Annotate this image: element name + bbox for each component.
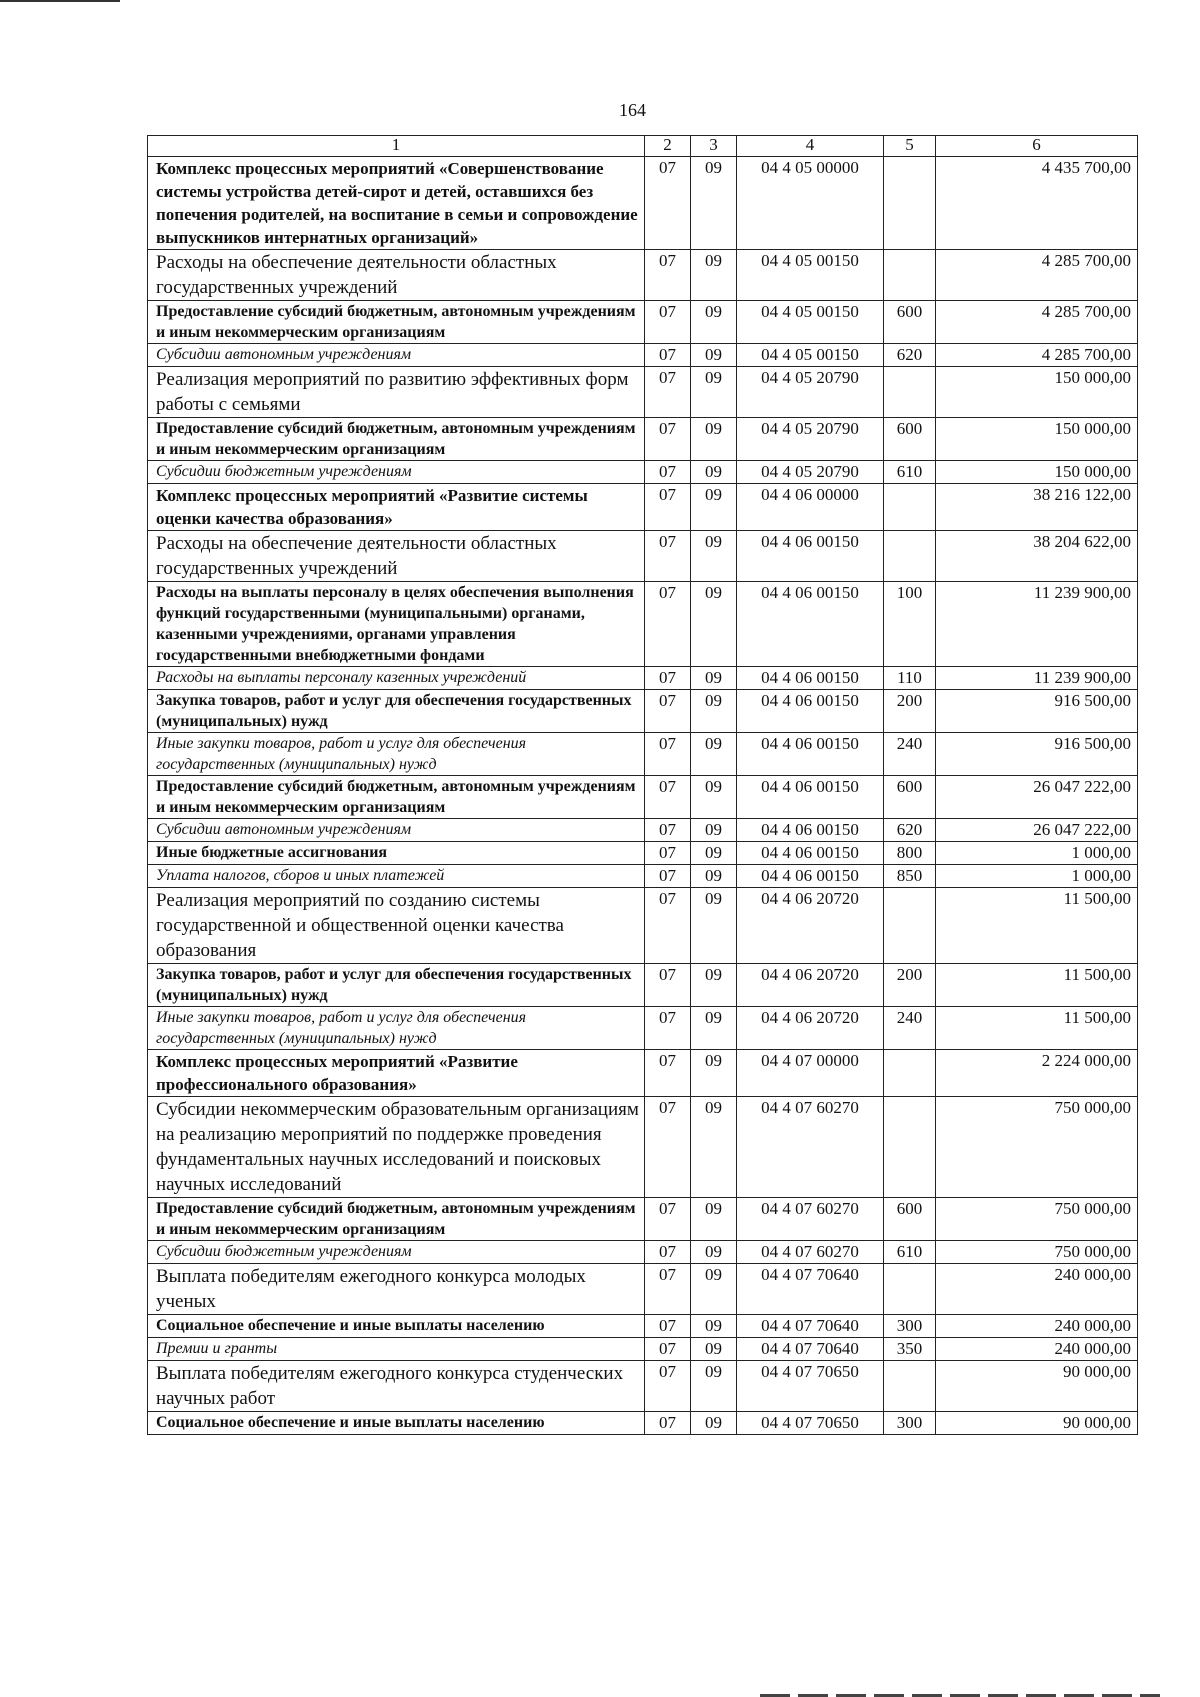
row-subsection: 09 (691, 1198, 737, 1241)
row-expense-type: 600 (884, 1198, 936, 1241)
row-subsection: 09 (691, 888, 737, 964)
row-expense-type: 850 (884, 865, 936, 888)
row-section: 07 (645, 1050, 691, 1097)
row-name: Комплекс процессных мероприятий «Развитие профессионального образования» (148, 1050, 645, 1097)
row-expense-type (884, 250, 936, 301)
row-expense-type: 240 (884, 1007, 936, 1050)
column-header-2: 2 (645, 136, 691, 157)
table-row (148, 964, 1138, 1007)
row-target-code: 04 4 07 70640 (737, 1315, 884, 1338)
row-expense-type: 600 (884, 776, 936, 819)
row-amount: 750 000,00 (936, 1241, 1138, 1264)
row-subsection: 09 (691, 776, 737, 819)
row-name: Расходы на обеспечение деятельности областных государственных учреждений (148, 250, 645, 301)
row-expense-type: 200 (884, 964, 936, 1007)
row-expense-type (884, 367, 936, 418)
budget-table (147, 135, 1138, 1435)
row-section: 07 (645, 690, 691, 733)
row-subsection: 09 (691, 964, 737, 1007)
row-target-code: 04 4 06 00150 (737, 819, 884, 842)
row-name: Предоставление субсидий бюджетным, автономным учреждениям и иным некоммерческим организациям (148, 301, 645, 344)
row-name: Реализация мероприятий по развитию эффективных форм работы с семьями (148, 367, 645, 418)
row-target-code: 04 4 07 70640 (737, 1338, 884, 1361)
row-target-code: 04 4 07 70640 (737, 1264, 884, 1315)
row-name: Комплекс процессных мероприятий «Развитие системы оценки качества образования» (148, 484, 645, 531)
row-expense-type: 600 (884, 301, 936, 344)
row-section: 07 (645, 964, 691, 1007)
row-amount: 2 224 000,00 (936, 1050, 1138, 1097)
row-target-code: 04 4 05 20790 (737, 367, 884, 418)
row-section: 07 (645, 301, 691, 344)
row-expense-type (884, 157, 936, 250)
row-name: Реализация мероприятий по созданию системы государственной и общественной оценки качества образования (148, 888, 645, 964)
row-target-code: 04 4 05 20790 (737, 461, 884, 484)
row-expense-type: 800 (884, 842, 936, 865)
row-target-code: 04 4 06 20720 (737, 888, 884, 964)
row-target-code: 04 4 07 60270 (737, 1198, 884, 1241)
row-section: 07 (645, 776, 691, 819)
row-expense-type (884, 1050, 936, 1097)
row-section: 07 (645, 484, 691, 531)
row-subsection: 09 (691, 1050, 737, 1097)
row-target-code: 04 4 06 00000 (737, 484, 884, 531)
page-number: 164 (619, 100, 646, 120)
row-amount: 38 204 622,00 (936, 531, 1138, 582)
row-name: Выплата победителям ежегодного конкурса молодых ученых (148, 1264, 645, 1315)
table-row (148, 1050, 1138, 1097)
row-target-code: 04 4 07 70650 (737, 1361, 884, 1412)
row-amount: 150 000,00 (936, 367, 1138, 418)
row-name: Выплата победителям ежегодного конкурса студенческих научных работ (148, 1361, 645, 1412)
table-row (148, 484, 1138, 531)
table-row (148, 1361, 1138, 1412)
table-row (148, 157, 1138, 250)
row-subsection: 09 (691, 842, 737, 865)
row-expense-type: 300 (884, 1412, 936, 1435)
table-row (148, 819, 1138, 842)
row-target-code: 04 4 06 20720 (737, 964, 884, 1007)
row-expense-type: 600 (884, 418, 936, 461)
row-target-code: 04 4 06 00150 (737, 531, 884, 582)
row-section: 07 (645, 1338, 691, 1361)
table-row (148, 250, 1138, 301)
row-section: 07 (645, 1241, 691, 1264)
row-subsection: 09 (691, 1361, 737, 1412)
row-amount: 11 500,00 (936, 1007, 1138, 1050)
row-amount: 240 000,00 (936, 1315, 1138, 1338)
row-expense-type: 240 (884, 733, 936, 776)
row-name: Предоставление субсидий бюджетным, автономным учреждениям и иным некоммерческим организациям (148, 418, 645, 461)
row-section: 07 (645, 250, 691, 301)
row-name: Расходы на выплаты персоналу в целях обеспечения выполнения функций государственными (муниципальными) органами, казенными учреждениями, органами управления государственными внебюджетными фондами (148, 582, 645, 667)
row-section: 07 (645, 461, 691, 484)
row-section: 07 (645, 1412, 691, 1435)
table-row (148, 418, 1138, 461)
row-target-code: 04 4 05 00150 (737, 301, 884, 344)
row-target-code: 04 4 06 00150 (737, 842, 884, 865)
column-header-5: 5 (884, 136, 936, 157)
row-expense-type (884, 888, 936, 964)
row-subsection: 09 (691, 1007, 737, 1050)
row-amount: 4 285 700,00 (936, 344, 1138, 367)
row-target-code: 04 4 06 00150 (737, 733, 884, 776)
row-subsection: 09 (691, 344, 737, 367)
row-amount: 11 239 900,00 (936, 582, 1138, 667)
row-subsection: 09 (691, 1315, 737, 1338)
row-subsection: 09 (691, 865, 737, 888)
row-section: 07 (645, 819, 691, 842)
row-amount: 4 285 700,00 (936, 301, 1138, 344)
row-amount: 150 000,00 (936, 461, 1138, 484)
table-row (148, 690, 1138, 733)
table-row (148, 367, 1138, 418)
table-row (148, 667, 1138, 690)
table-row (148, 344, 1138, 367)
row-subsection: 09 (691, 367, 737, 418)
row-amount: 90 000,00 (936, 1361, 1138, 1412)
column-header-3: 3 (691, 136, 737, 157)
row-amount: 1 000,00 (936, 865, 1138, 888)
row-expense-type: 620 (884, 344, 936, 367)
row-amount: 38 216 122,00 (936, 484, 1138, 531)
row-amount: 11 239 900,00 (936, 667, 1138, 690)
row-expense-type: 610 (884, 461, 936, 484)
row-name: Иные закупки товаров, работ и услуг для обеспечения государственных (муниципальных) нужд (148, 733, 645, 776)
row-name: Предоставление субсидий бюджетным, автономным учреждениям и иным некоммерческим организациям (148, 1198, 645, 1241)
row-name: Уплата налогов, сборов и иных платежей (148, 865, 645, 888)
row-amount: 150 000,00 (936, 418, 1138, 461)
table-row (148, 1338, 1138, 1361)
row-expense-type: 110 (884, 667, 936, 690)
row-section: 07 (645, 842, 691, 865)
scan-edge-mark (0, 0, 120, 2)
row-target-code: 04 4 05 00150 (737, 344, 884, 367)
row-amount: 916 500,00 (936, 690, 1138, 733)
table-row (148, 733, 1138, 776)
row-expense-type (884, 484, 936, 531)
row-subsection: 09 (691, 1412, 737, 1435)
table-row (148, 1412, 1138, 1435)
row-amount: 4 285 700,00 (936, 250, 1138, 301)
table-row (148, 531, 1138, 582)
table-row (148, 461, 1138, 484)
row-name: Иные бюджетные ассигнования (148, 842, 645, 865)
row-section: 07 (645, 667, 691, 690)
row-target-code: 04 4 06 00150 (737, 667, 884, 690)
row-subsection: 09 (691, 667, 737, 690)
row-section: 07 (645, 418, 691, 461)
row-subsection: 09 (691, 484, 737, 531)
column-header-1: 1 (148, 136, 645, 157)
row-name: Премии и гранты (148, 1338, 645, 1361)
row-expense-type (884, 1264, 936, 1315)
row-subsection: 09 (691, 250, 737, 301)
row-amount: 916 500,00 (936, 733, 1138, 776)
row-section: 07 (645, 157, 691, 250)
row-expense-type: 100 (884, 582, 936, 667)
row-expense-type: 610 (884, 1241, 936, 1264)
row-expense-type: 300 (884, 1315, 936, 1338)
table-row (148, 1264, 1138, 1315)
row-amount: 11 500,00 (936, 964, 1138, 1007)
row-section: 07 (645, 1361, 691, 1412)
row-name: Социальное обеспечение и иные выплаты населению (148, 1315, 645, 1338)
row-target-code: 04 4 06 00150 (737, 582, 884, 667)
row-expense-type: 620 (884, 819, 936, 842)
row-name: Предоставление субсидий бюджетным, автономным учреждениям и иным некоммерческим организациям (148, 776, 645, 819)
row-section: 07 (645, 1315, 691, 1338)
row-target-code: 04 4 07 70650 (737, 1412, 884, 1435)
column-header-6: 6 (936, 136, 1138, 157)
row-amount: 11 500,00 (936, 888, 1138, 964)
row-subsection: 09 (691, 1338, 737, 1361)
row-name: Комплекс процессных мероприятий «Совершенствование системы устройства детей-сирот и детей, оставшихся без попечения родителей, на воспитание в семьи и сопровождение выпускников интернатных организаций» (148, 157, 645, 250)
table-header-row (148, 136, 1138, 157)
row-subsection: 09 (691, 301, 737, 344)
row-expense-type (884, 531, 936, 582)
row-subsection: 09 (691, 531, 737, 582)
row-target-code: 04 4 06 20720 (737, 1007, 884, 1050)
table-row (148, 842, 1138, 865)
row-expense-type (884, 1097, 936, 1198)
row-subsection: 09 (691, 690, 737, 733)
row-subsection: 09 (691, 157, 737, 250)
table-row (148, 1007, 1138, 1050)
table-row (148, 1198, 1138, 1241)
row-section: 07 (645, 367, 691, 418)
row-section: 07 (645, 865, 691, 888)
row-subsection: 09 (691, 733, 737, 776)
row-expense-type (884, 1361, 936, 1412)
table-row (148, 776, 1138, 819)
row-amount: 750 000,00 (936, 1198, 1138, 1241)
row-expense-type: 350 (884, 1338, 936, 1361)
row-name: Субсидии некоммерческим образовательным организациям на реализацию мероприятий по поддержке проведения фундаментальных научных исследований и поисковых научных исследований (148, 1097, 645, 1198)
row-target-code: 04 4 06 00150 (737, 776, 884, 819)
row-section: 07 (645, 344, 691, 367)
row-target-code: 04 4 06 00150 (737, 865, 884, 888)
table-row (148, 301, 1138, 344)
table-row (148, 888, 1138, 964)
row-target-code: 04 4 07 00000 (737, 1050, 884, 1097)
row-name: Иные закупки товаров, работ и услуг для обеспечения государственных (муниципальных) нужд (148, 1007, 645, 1050)
table-row (148, 1241, 1138, 1264)
row-section: 07 (645, 1097, 691, 1198)
row-section: 07 (645, 733, 691, 776)
row-name: Субсидии автономным учреждениям (148, 819, 645, 842)
row-subsection: 09 (691, 1097, 737, 1198)
row-amount: 750 000,00 (936, 1097, 1138, 1198)
table-body (148, 157, 1138, 1435)
table-row (148, 1315, 1138, 1338)
row-amount: 1 000,00 (936, 842, 1138, 865)
row-name: Субсидии бюджетным учреждениям (148, 461, 645, 484)
row-target-code: 04 4 07 60270 (737, 1241, 884, 1264)
row-amount: 90 000,00 (936, 1412, 1138, 1435)
row-name: Расходы на обеспечение деятельности областных государственных учреждений (148, 531, 645, 582)
row-target-code: 04 4 05 20790 (737, 418, 884, 461)
row-target-code: 04 4 07 60270 (737, 1097, 884, 1198)
row-target-code: 04 4 06 00150 (737, 690, 884, 733)
row-section: 07 (645, 531, 691, 582)
row-subsection: 09 (691, 418, 737, 461)
row-section: 07 (645, 1264, 691, 1315)
row-subsection: 09 (691, 461, 737, 484)
row-amount: 240 000,00 (936, 1264, 1138, 1315)
row-target-code: 04 4 05 00000 (737, 157, 884, 250)
table-row (148, 865, 1138, 888)
row-subsection: 09 (691, 1241, 737, 1264)
row-subsection: 09 (691, 819, 737, 842)
row-name: Закупка товаров, работ и услуг для обеспечения государственных (муниципальных) нужд (148, 964, 645, 1007)
row-name: Расходы на выплаты персоналу казенных учреждений (148, 667, 645, 690)
column-header-4: 4 (737, 136, 884, 157)
row-amount: 26 047 222,00 (936, 776, 1138, 819)
row-name: Социальное обеспечение и иные выплаты населению (148, 1412, 645, 1435)
row-name: Субсидии автономным учреждениям (148, 344, 645, 367)
row-section: 07 (645, 1007, 691, 1050)
row-expense-type: 200 (884, 690, 936, 733)
row-target-code: 04 4 05 00150 (737, 250, 884, 301)
row-name: Закупка товаров, работ и услуг для обеспечения государственных (муниципальных) нужд (148, 690, 645, 733)
table-row (148, 582, 1138, 667)
row-amount: 4 435 700,00 (936, 157, 1138, 250)
row-section: 07 (645, 888, 691, 964)
table-row (148, 1097, 1138, 1198)
row-amount: 26 047 222,00 (936, 819, 1138, 842)
row-amount: 240 000,00 (936, 1338, 1138, 1361)
row-section: 07 (645, 1198, 691, 1241)
row-name: Субсидии бюджетным учреждениям (148, 1241, 645, 1264)
row-subsection: 09 (691, 582, 737, 667)
row-section: 07 (645, 582, 691, 667)
row-subsection: 09 (691, 1264, 737, 1315)
